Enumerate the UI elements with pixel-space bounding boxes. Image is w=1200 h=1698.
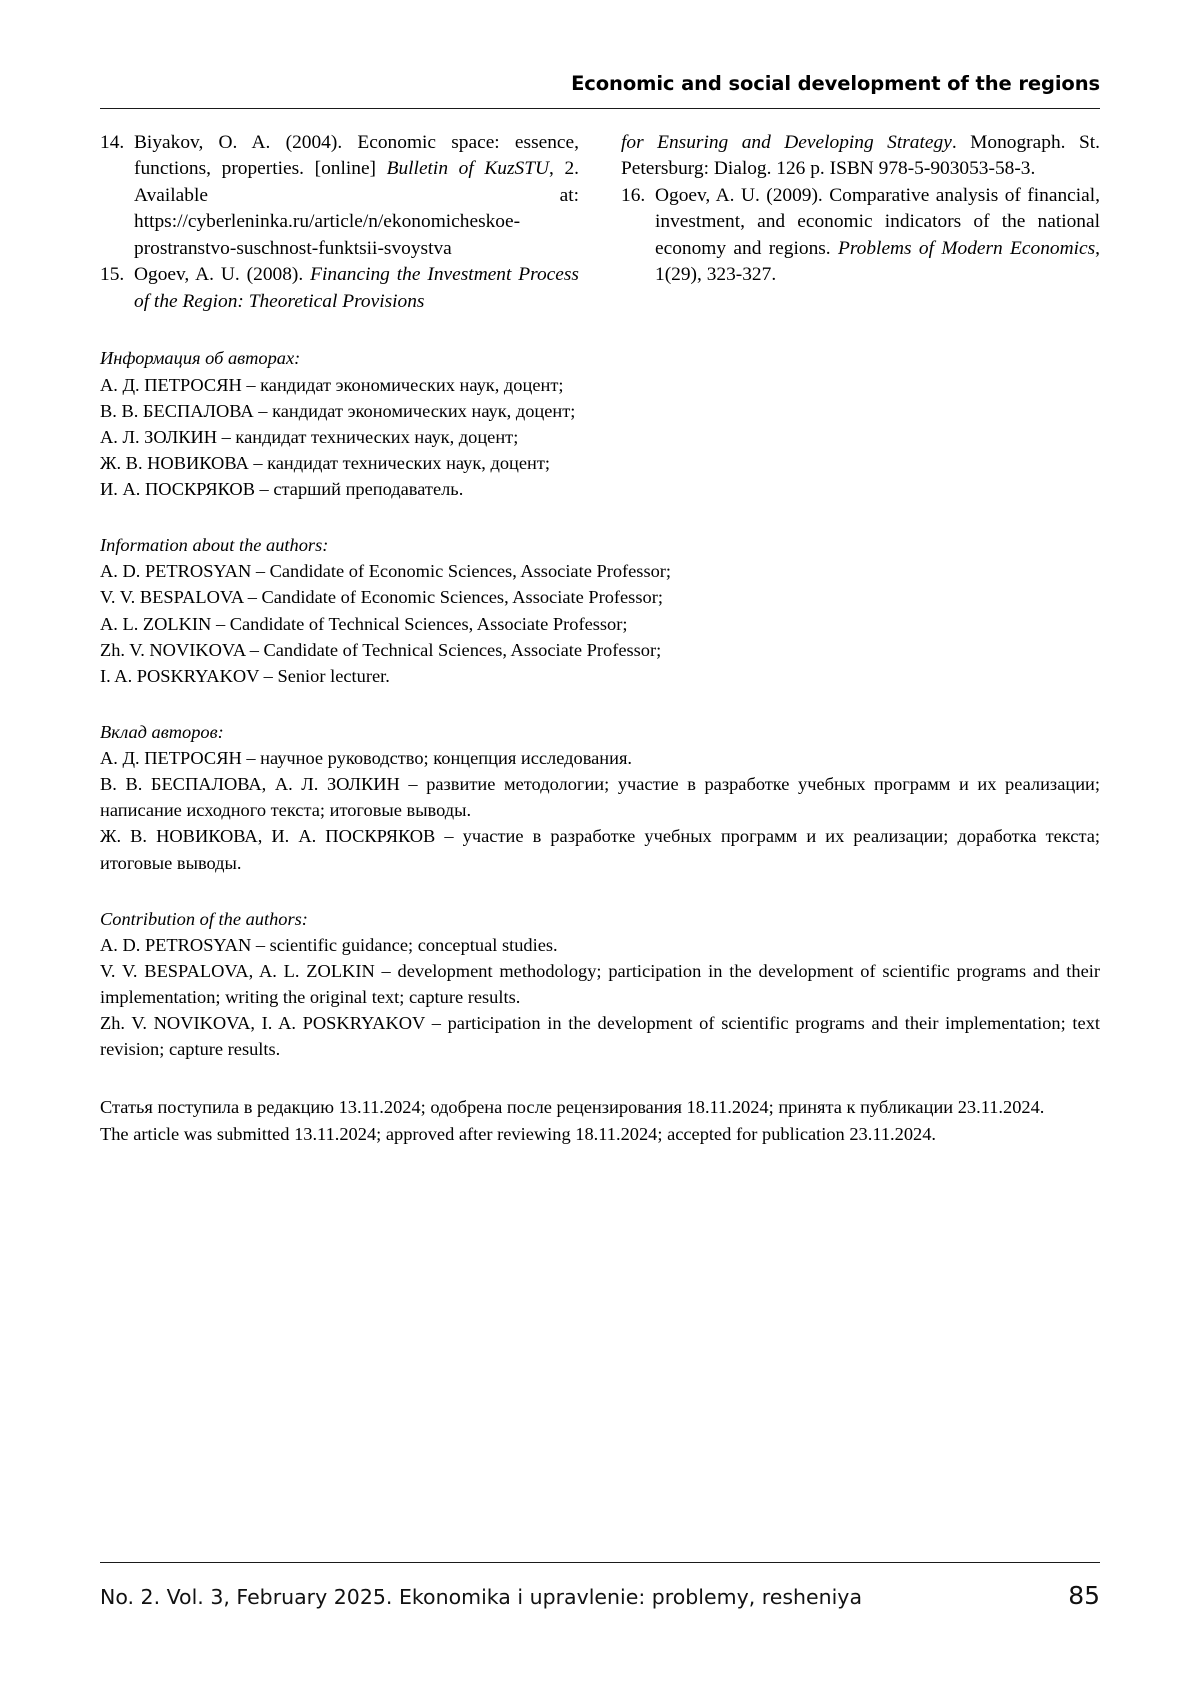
dates-en: The article was submitted 13.11.2024; approved after reviewing 18.11.2024; accepted for publication 23.11.2024. [100, 1123, 937, 1144]
reference-number: 16. [621, 184, 646, 206]
reference-number: 14. [100, 132, 125, 153]
contribution-paragraph: V. V. BESPALOVA, A. L. ZOLKIN – development methodology; participation in the development of scientific programs and their implementation; writing the original text; capture results. [100, 960, 1100, 1008]
contribution-paragraph: Ж. В. НОВИКОВА, И. А. ПОСКРЯКОВ – участие в разработке учебных программ и их реализации; доработка текста; итоговые выводы. [100, 826, 1100, 873]
reference-part: Biyakov, O. A. (2004). Economic space: essence, functions, properties. [online] [134, 132, 579, 180]
section-title: Информация об авторах: [100, 348, 301, 369]
author-line: Ж. В. НОВИКОВА – кандидат технических наук, доцент; [100, 452, 551, 473]
section-title: Information about the authors: [100, 535, 329, 556]
contribution-paragraph: В. В. БЕСПАЛОВА, А. Л. ЗОЛКИН – развитие методологии; участие в разработке учебных программ и их реализации; написание исходного текста; итоговые выводы. [100, 774, 1100, 821]
dates-ru: Статья поступила в редакцию 13.11.2024; одобрена после рецензирования 18.11.2024; принята к публикации 23.11.2024. [100, 1097, 1045, 1118]
reference-part-italic: Bulletin of KuzSTU [386, 158, 549, 180]
section-title: Вклад авторов: [100, 721, 224, 742]
running-header: Economic and social development of the regions [571, 72, 1100, 95]
reference-part: , 1(29), 323-327. [655, 237, 1100, 286]
reference-text [134, 130, 579, 262]
author-line: V. V. BESPALOVA – Candidate of Economic Sciences, Associate Professor; [100, 587, 663, 608]
contribution-ru [100, 719, 1100, 876]
contribution-paragraph: A. D. PETROSYAN – scientific guidance; conceptual studies. [100, 934, 558, 955]
reference-continuation [621, 130, 1100, 183]
contribution-paragraph: А. Д. ПЕТРОСЯН – научное руководство; концепция исследования. [100, 748, 633, 769]
reference-part: . Monograph. St. Petersburg: Dialog. 126 p. ISBN 978-5-903053-58-3. [621, 132, 1100, 180]
journal-issue-line: No. 2. Vol. 3, February 2025. Ekonomika i upravlenie: problemy, resheniya [100, 1585, 863, 1609]
author-line: I. A. POSKRYAKOV – Senior lecturer. [100, 665, 390, 686]
reference-text [134, 262, 579, 315]
submission-dates [100, 1094, 1100, 1146]
footer-divider [100, 1562, 1100, 1563]
author-line: A. L. ZOLKIN – Candidate of Technical Sciences, Associate Professor; [100, 613, 628, 634]
authors-info-ru [100, 345, 1100, 502]
reference-part-italic: Problems of Modern Economics [838, 237, 1096, 259]
author-line: И. А. ПОСКРЯКОВ – старший преподаватель. [100, 479, 464, 500]
reference-part-italic: for Ensuring and Developing Strategy [621, 132, 952, 153]
references-section [100, 130, 1100, 315]
reference-part-italic: Financing the Investment Process of the Region: Theoretical Provisions [134, 264, 579, 312]
reference-part: Ogoev, A. U. (2008). [134, 264, 311, 286]
page-footer [100, 1562, 1100, 1610]
reference-text [655, 183, 1100, 289]
reference-item [621, 183, 1100, 289]
author-line: А. Л. ЗОЛКИН – кандидат технических наук, доцент; [100, 426, 519, 447]
reference-part: , 2. Available at: https://cyberleninka.ru/article/n/ekonomicheskoe-prostranstvo-suschnost-funktsii-svoystva [134, 158, 579, 259]
reference-item [100, 130, 579, 262]
page-number: 85 [1068, 1581, 1100, 1610]
header-divider [100, 108, 1100, 109]
author-line: В. В. БЕСПАЛОВА – кандидат экономических наук, доцент; [100, 400, 576, 421]
reference-number: 15. [100, 264, 125, 286]
reference-part: Ogoev, A. U. (2009). Comparative analysis of financial, investment, and economic indicators of the national economy and regions. [655, 184, 1100, 259]
author-line: А. Д. ПЕТРОСЯН – кандидат экономических наук, доцент; [100, 374, 564, 395]
references-left-column [100, 130, 579, 315]
author-line: Zh. V. NOVIKOVA – Candidate of Technical Sciences, Associate Professor; [100, 639, 662, 660]
author-line: A. D. PETROSYAN – Candidate of Economic Sciences, Associate Professor; [100, 561, 672, 582]
authors-info-en [100, 532, 1100, 689]
contribution-paragraph: Zh. V. NOVIKOVA, I. A. POSKRYAKOV – participation in the development of scientific programs and their implementation; text revision; capture results. [100, 1013, 1100, 1060]
reference-item [100, 262, 579, 315]
contribution-en [100, 906, 1100, 1063]
section-title: Contribution of the authors: [100, 908, 308, 929]
references-right-column [621, 130, 1100, 315]
